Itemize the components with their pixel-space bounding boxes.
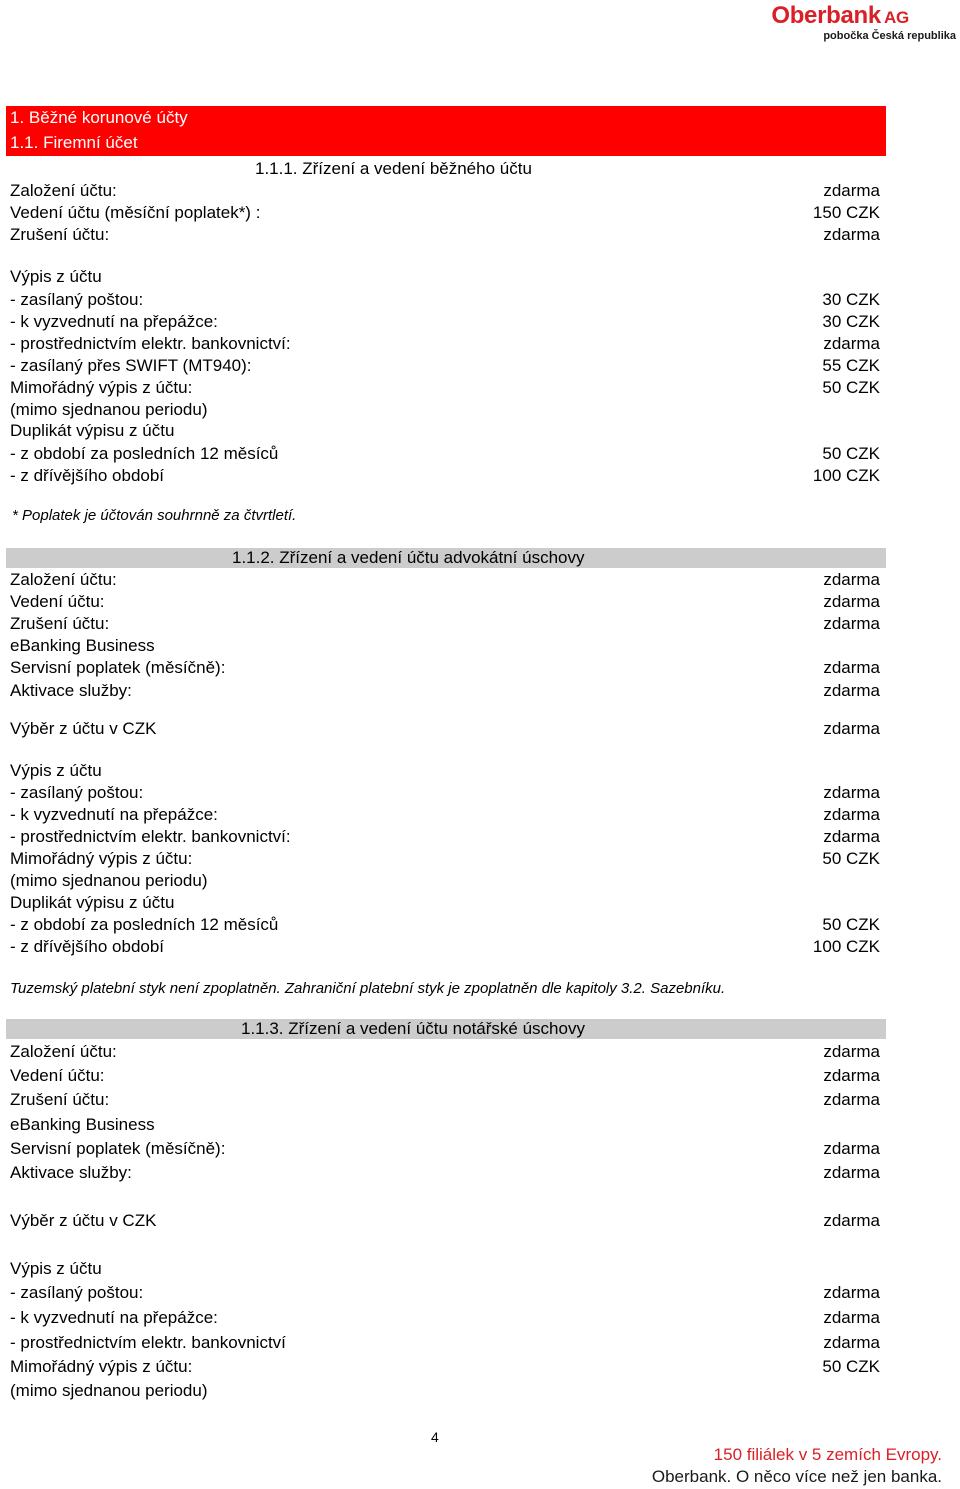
- fee-value: 50 CZK: [822, 1357, 880, 1376]
- fee-value: zdarma: [823, 1308, 880, 1327]
- section3-title: 1.1.3. Zřízení a vedení účtu notářské úschovy: [241, 1019, 585, 1038]
- fee-label: Vedení účtu (měsíční poplatek*) :: [10, 203, 261, 222]
- fee-row: [0, 377, 960, 399]
- logo-suffix: AG: [883, 8, 909, 27]
- fee-value: zdarma: [823, 1066, 880, 1085]
- fee-row: [0, 591, 960, 613]
- fee-row: [0, 1065, 960, 1087]
- logo-name: Oberbank: [771, 2, 881, 29]
- fee-label: Duplikát výpisu z účtu: [10, 893, 175, 912]
- fee-row: [0, 224, 960, 246]
- fee-label: Aktivace služby:: [10, 1163, 132, 1182]
- fee-value: zdarma: [823, 783, 880, 802]
- fee-row: [0, 311, 960, 333]
- fee-label: Založení účtu:: [10, 1042, 117, 1061]
- fee-label: (mimo sjednanou periodu): [10, 871, 208, 890]
- footer-slogan-branches: 150 filiálek v 5 zemích Evropy.: [713, 1445, 942, 1464]
- fee-row: [0, 1282, 960, 1304]
- fee-label: Servisní poplatek (měsíčně):: [10, 658, 226, 677]
- fee-label: Duplikát výpisu z účtu: [10, 421, 175, 440]
- fee-row: [0, 1162, 960, 1184]
- fee-value: 100 CZK: [812, 937, 880, 956]
- fee-row: [0, 569, 960, 591]
- fee-row: [0, 870, 960, 892]
- section1-note: * Poplatek je účtován souhrnně za čtvrtletí.: [12, 507, 297, 524]
- fee-value: 50 CZK: [822, 915, 880, 934]
- fee-row: [0, 848, 960, 870]
- fee-value: 150 CZK: [812, 203, 880, 222]
- fee-value: zdarma: [823, 592, 880, 611]
- fee-label: Mimořádný výpis z účtu:: [10, 1357, 193, 1376]
- fee-row: [0, 1138, 960, 1160]
- section2-title: 1.1.2. Zřízení a vedení účtu advokátní úschovy: [232, 548, 585, 567]
- fee-value: zdarma: [823, 334, 880, 353]
- fee-label: - zasílaný poštou:: [10, 783, 144, 802]
- fee-label: Výpis z účtu: [10, 267, 102, 286]
- fee-row: [0, 465, 960, 487]
- fee-row: [0, 892, 960, 914]
- fee-label: - z dřívějšího období: [10, 937, 165, 956]
- fee-value: zdarma: [823, 1139, 880, 1158]
- fee-label: (mimo sjednanou periodu): [10, 1381, 208, 1400]
- fee-row: [0, 399, 960, 421]
- fee-row: [0, 1356, 960, 1378]
- fee-row: [0, 1258, 960, 1280]
- fee-value: zdarma: [823, 719, 880, 738]
- fee-label: eBanking Business: [10, 1115, 155, 1134]
- fee-row: [0, 1114, 960, 1136]
- logo-subtitle: pobočka Česká republika: [823, 30, 956, 42]
- fee-label: Zrušení účtu:: [10, 614, 110, 633]
- fee-label: - z období za posledních 12 měsíců: [10, 915, 279, 934]
- fee-label: - zasílaný poštou:: [10, 1283, 144, 1302]
- fee-label: - z dřívějšího období: [10, 466, 165, 485]
- fee-label: Servisní poplatek (měsíčně):: [10, 1139, 226, 1158]
- fee-row: [0, 680, 960, 702]
- fee-row: [0, 289, 960, 311]
- fee-value: zdarma: [823, 570, 880, 589]
- fee-label: - k vyzvednutí na přepážce:: [10, 312, 218, 331]
- fee-row: [0, 180, 960, 202]
- fee-row: [0, 443, 960, 465]
- fee-row: [0, 420, 960, 442]
- fee-value: zdarma: [823, 681, 880, 700]
- fee-value: zdarma: [823, 1333, 880, 1352]
- fee-value: zdarma: [823, 1090, 880, 1109]
- fee-value: zdarma: [823, 181, 880, 200]
- fee-label: Aktivace služby:: [10, 681, 132, 700]
- fee-row: [0, 657, 960, 679]
- fee-label: Výběr z účtu v CZK: [10, 1211, 157, 1230]
- oberbank-logo: [771, 4, 956, 43]
- fee-row: [0, 635, 960, 657]
- fee-value: 30 CZK: [822, 290, 880, 309]
- fee-label: - z období za posledních 12 měsíců: [10, 444, 279, 463]
- chapter-title: 1. Běžné korunové účty: [10, 108, 188, 127]
- fee-label: Výpis z účtu: [10, 761, 102, 780]
- section1-title: 1.1.1. Zřízení a vedení běžného účtu: [255, 159, 532, 178]
- fee-label: (mimo sjednanou periodu): [10, 400, 208, 419]
- fee-row: [0, 1332, 960, 1354]
- fee-row: [0, 782, 960, 804]
- fee-value: zdarma: [823, 1211, 880, 1230]
- fee-row: [0, 266, 960, 288]
- fee-value: zdarma: [823, 805, 880, 824]
- fee-row: [0, 1380, 960, 1402]
- fee-label: - prostřednictvím elektr. bankovnictví:: [10, 827, 291, 846]
- fee-label: Vedení účtu:: [10, 1066, 105, 1085]
- fee-label: - prostřednictvím elektr. bankovnictví: [10, 1333, 286, 1352]
- fee-row: [0, 760, 960, 782]
- fee-label: Založení účtu:: [10, 570, 117, 589]
- fee-row: [0, 333, 960, 355]
- fee-label: - k vyzvednutí na přepážce:: [10, 805, 218, 824]
- fee-label: eBanking Business: [10, 636, 155, 655]
- fee-label: - k vyzvednutí na přepážce:: [10, 1308, 218, 1327]
- fee-value: zdarma: [823, 1042, 880, 1061]
- fee-row: [0, 1210, 960, 1232]
- fee-value: zdarma: [823, 1283, 880, 1302]
- fee-row: [0, 914, 960, 936]
- fee-value: zdarma: [823, 658, 880, 677]
- fee-row: [0, 826, 960, 848]
- fee-value: zdarma: [823, 1163, 880, 1182]
- fee-label: Mimořádný výpis z účtu:: [10, 849, 193, 868]
- fee-value: 50 CZK: [822, 849, 880, 868]
- fee-value: zdarma: [823, 827, 880, 846]
- page-number: 4: [431, 1429, 439, 1445]
- fee-value: 55 CZK: [822, 356, 880, 375]
- fee-value: 50 CZK: [822, 378, 880, 397]
- fee-label: Vedení účtu:: [10, 592, 105, 611]
- fee-label: Zrušení účtu:: [10, 1090, 110, 1109]
- fee-value: 50 CZK: [822, 444, 880, 463]
- fee-label: Zrušení účtu:: [10, 225, 110, 244]
- fee-label: - zasílaný poštou:: [10, 290, 144, 309]
- subchapter-title: 1.1. Firemní účet: [10, 133, 138, 152]
- fee-label: Mimořádný výpis z účtu:: [10, 378, 193, 397]
- fee-label: - zasílaný přes SWIFT (MT940):: [10, 356, 252, 375]
- fee-row: [0, 613, 960, 635]
- fee-label: - prostřednictvím elektr. bankovnictví:: [10, 334, 291, 353]
- section2-note: Tuzemský platební styk není zpoplatněn. Zahraniční platební styk je zpoplatněn dle kapitoly 3.2. Sazebníku.: [10, 980, 726, 997]
- fee-row: [0, 718, 960, 740]
- footer-slogan-tagline: Oberbank. O něco více než jen banka.: [651, 1467, 942, 1486]
- fee-row: [0, 804, 960, 826]
- fee-row: [0, 1307, 960, 1329]
- fee-row: [0, 1041, 960, 1063]
- fee-label: Výpis z účtu: [10, 1259, 102, 1278]
- fee-row: [0, 936, 960, 958]
- fee-row: [0, 355, 960, 377]
- fee-value: 30 CZK: [822, 312, 880, 331]
- fee-label: Výběr z účtu v CZK: [10, 719, 157, 738]
- fee-value: zdarma: [823, 614, 880, 633]
- fee-value: 100 CZK: [812, 466, 880, 485]
- fee-label: Založení účtu:: [10, 181, 117, 200]
- fee-row: [0, 1089, 960, 1111]
- fee-value: zdarma: [823, 225, 880, 244]
- fee-row: [0, 202, 960, 224]
